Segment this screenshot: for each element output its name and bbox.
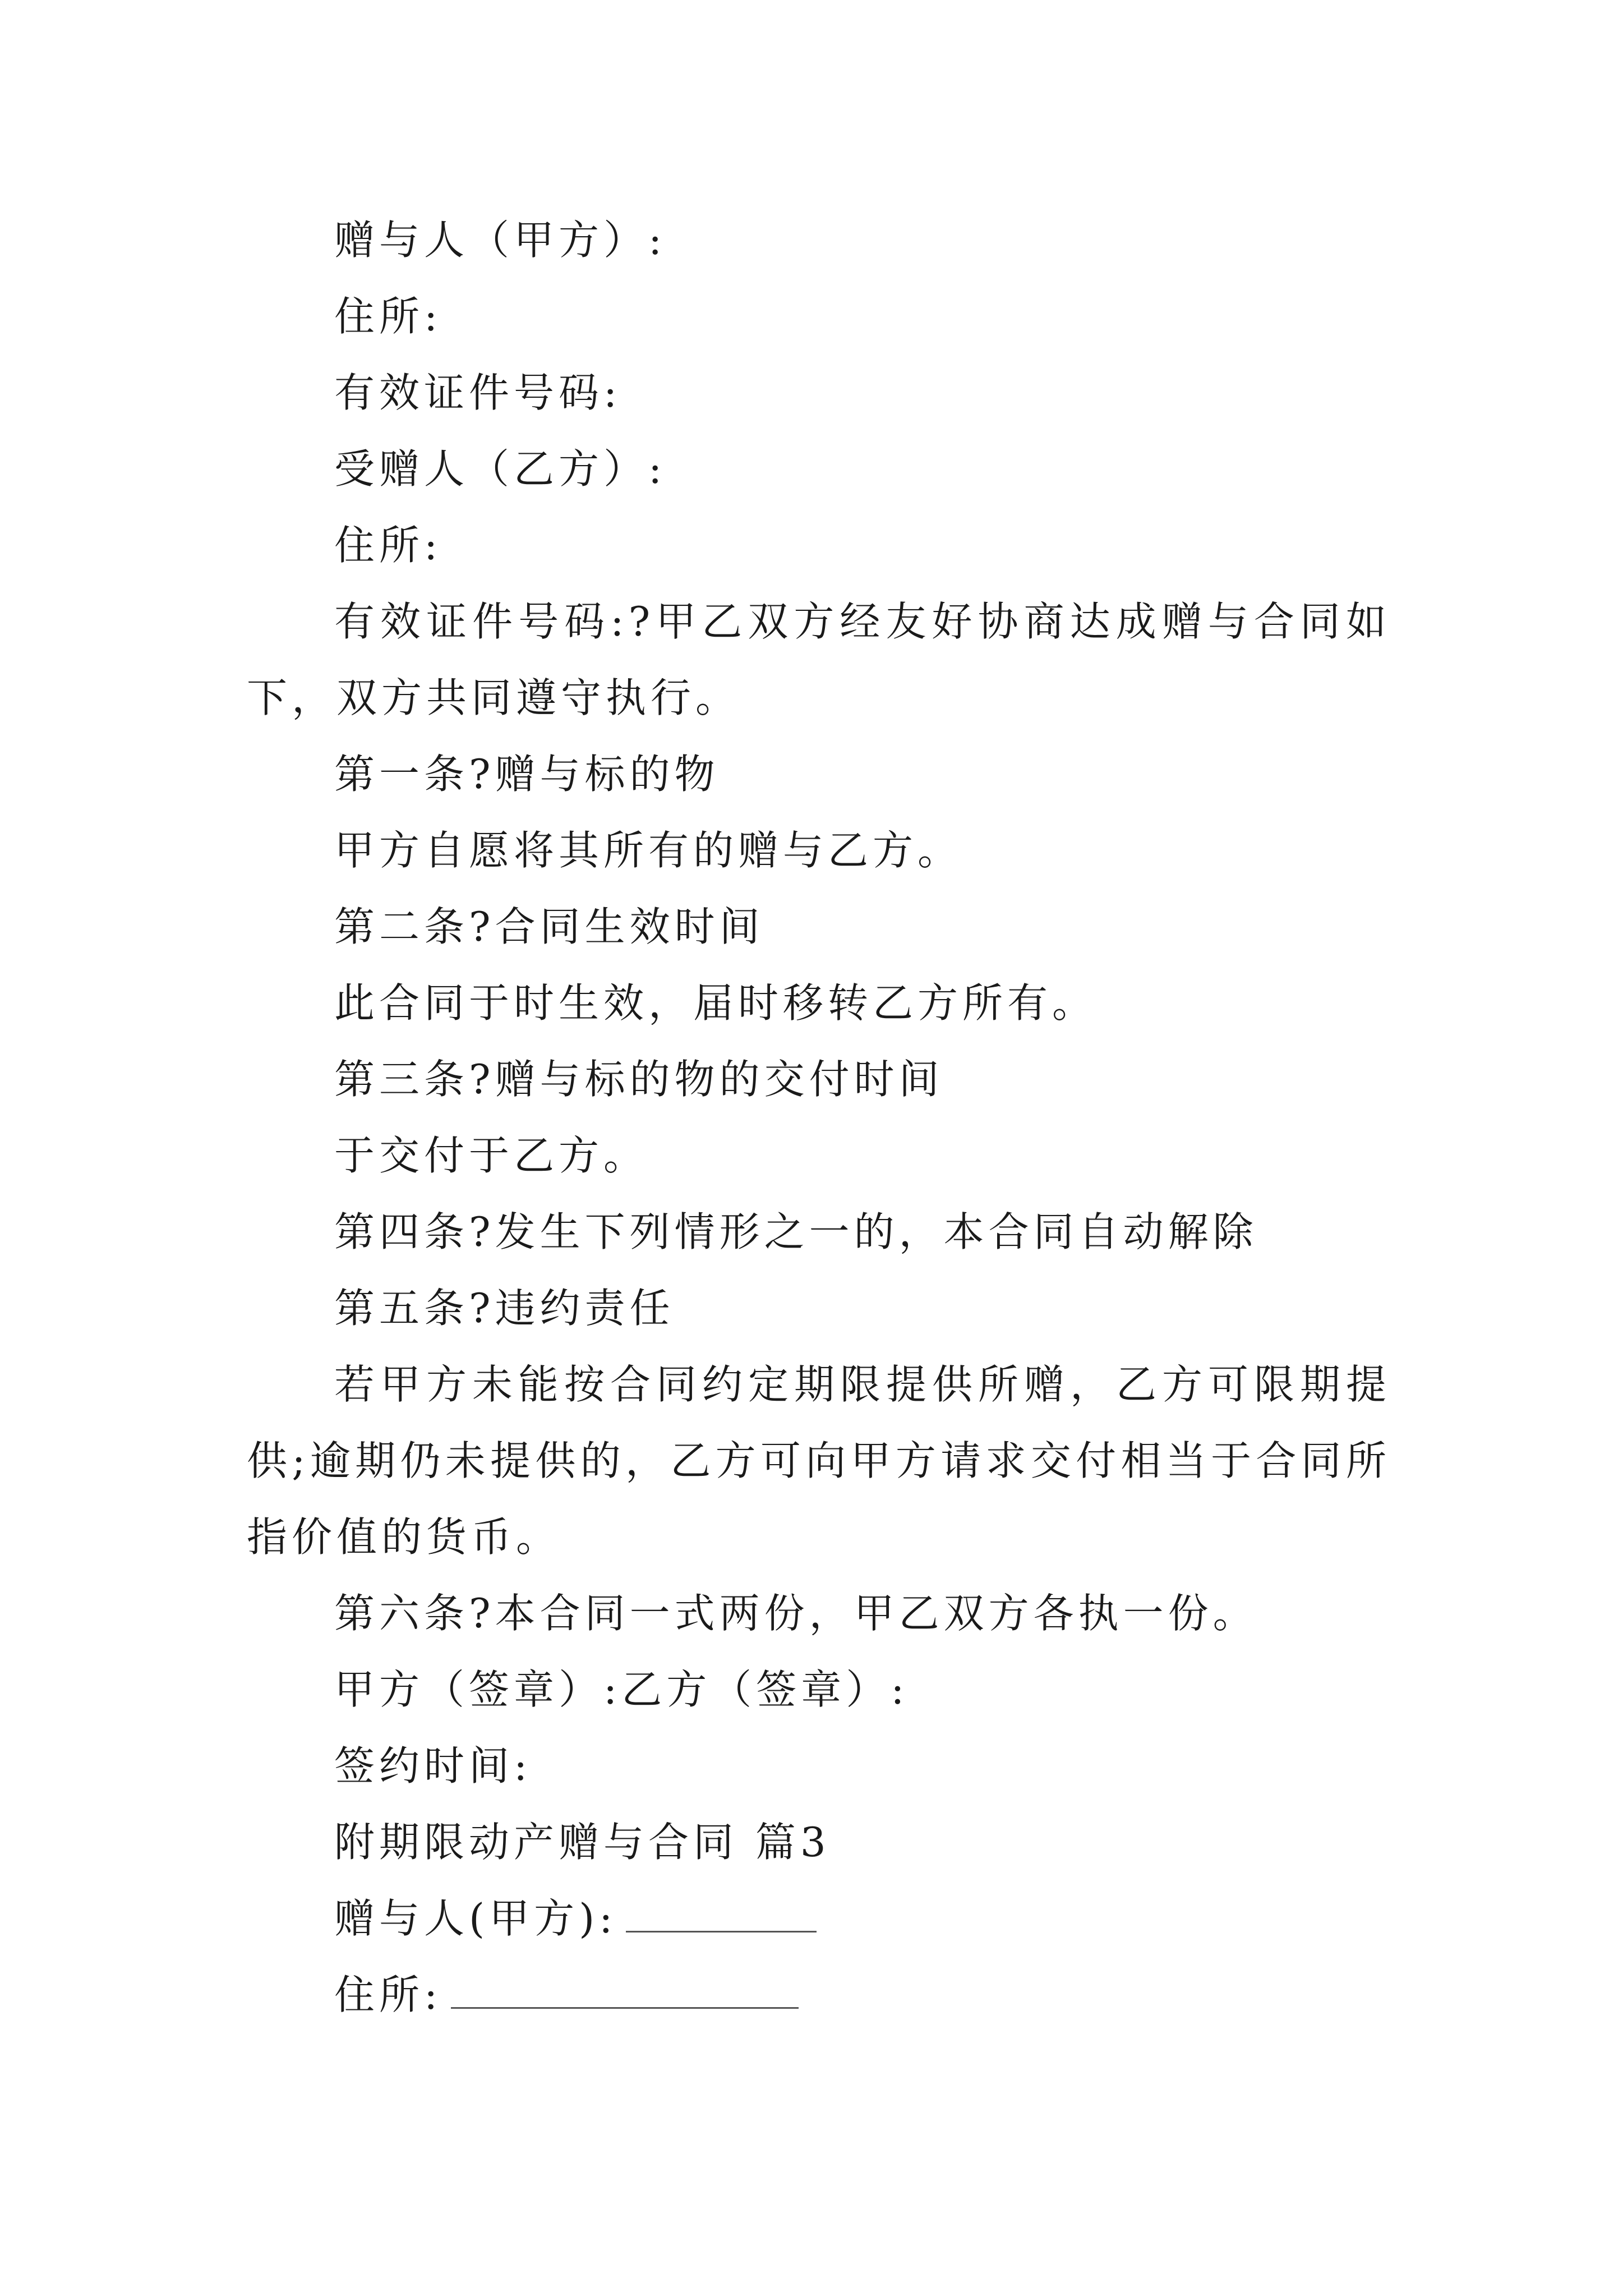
donor-id-label: 有效证件号码:: [334, 369, 622, 416]
article-1-text: 甲方自愿将其所有的赠与乙方。: [334, 827, 963, 874]
section-title: 附期限动产赠与合同 篇3: [334, 1819, 831, 1866]
article-2-heading: 第二条?合同生效时间: [334, 903, 764, 950]
contract-body: [247, 202, 1391, 2033]
article-5-text: 若甲方未能按合同约定期限提供所赠，乙方可限期提供;逾期仍未提供的，乙方可向甲方请求交付相当于合同所指价值的货币。: [247, 1361, 1391, 1561]
donee-id-and-preamble: 有效证件号码:?甲乙双方经友好协商达成赠与合同如下，双方共同遵守执行。: [247, 598, 1391, 721]
address-fill-line: [247, 1957, 1391, 2033]
donor-fill-label: 赠与人(甲方):: [334, 1895, 617, 1942]
donee-label: 受赠人（乙方）:: [334, 445, 667, 493]
article-3-text: 于交付于乙方。: [334, 1132, 649, 1179]
article-1-heading: 第一条?赠与标的物: [334, 751, 720, 798]
article-3-heading: 第三条?赠与标的物的交付时间: [334, 1056, 944, 1103]
donee-address-label: 住所:: [334, 522, 442, 569]
article-5-heading: 第五条?违约责任: [334, 1285, 675, 1332]
donor-fill-line: [247, 1880, 1391, 1957]
signature-line: 甲方（签章）:乙方（签章）:: [334, 1666, 909, 1713]
donor-blank: [626, 1892, 817, 1932]
address-blank: [451, 1968, 799, 2009]
signing-date-label: 签约时间:: [334, 1742, 532, 1789]
donor-label: 赠与人（甲方）:: [334, 217, 667, 264]
article-4-heading: 第四条?发生下列情形之一的，本合同自动解除: [334, 1208, 1258, 1255]
address-fill-label: 住所:: [334, 1971, 442, 2018]
donor-address-label: 住所:: [334, 293, 442, 340]
article-6-text: 第六条?本合同一式两份，甲乙双方各执一份。: [334, 1590, 1258, 1637]
article-2-text: 此合同于时生效，届时移转乙方所有。: [334, 979, 1098, 1027]
